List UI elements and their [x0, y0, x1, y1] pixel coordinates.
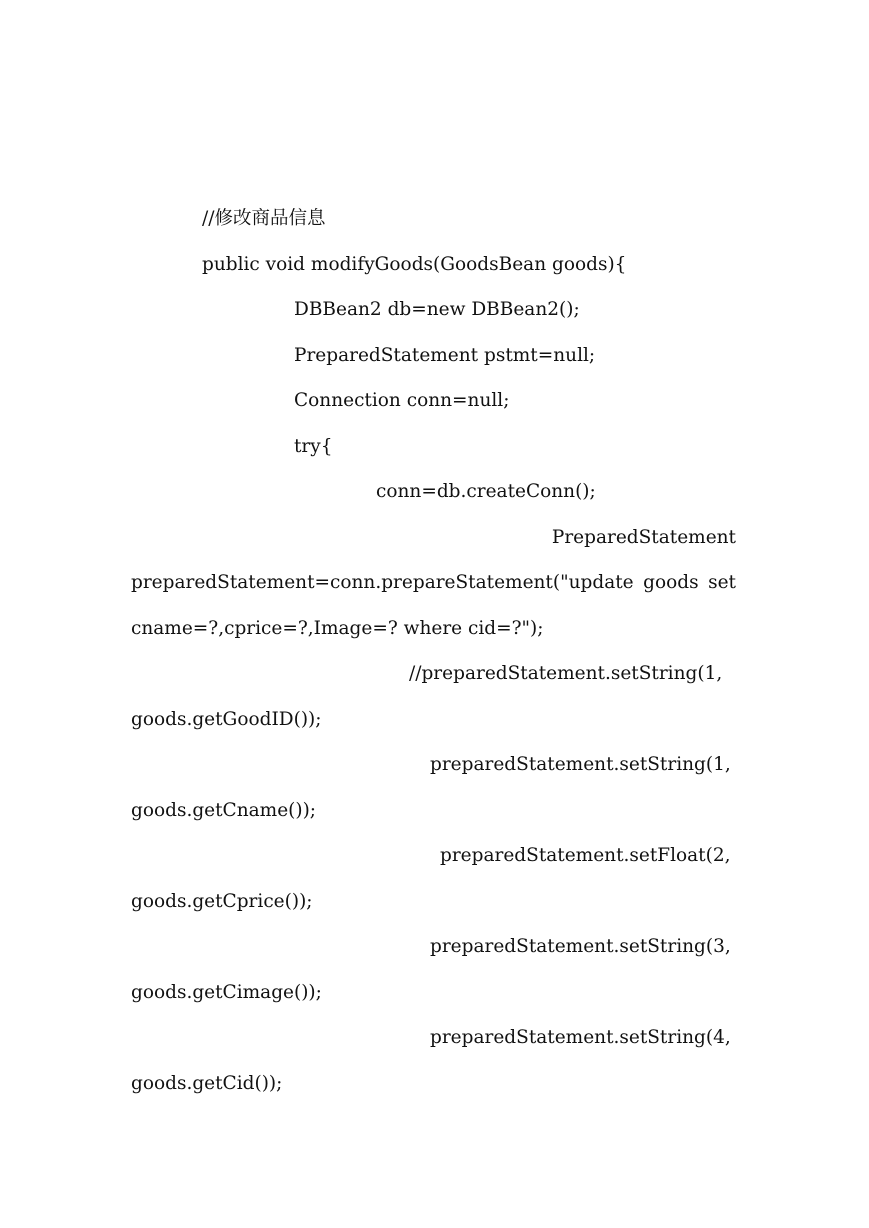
code-token: goods	[643, 572, 699, 593]
code-line: preparedStatement.setString(4,	[430, 1027, 731, 1048]
code-line: goods.getCname());	[131, 800, 317, 821]
code-line: DBBean2 db=new DBBean2();	[294, 299, 580, 320]
code-line: PreparedStatement	[551, 527, 736, 548]
code-line: cname=?,cprice=?,Image=? where cid=?");	[131, 618, 544, 639]
code-line: goods.getCid());	[131, 1073, 283, 1094]
code-line: goods.getCprice());	[131, 891, 313, 912]
code-line: conn=db.createConn();	[376, 481, 596, 502]
code-line: preparedStatement.setString(1,	[430, 754, 731, 775]
code-line: PreparedStatement pstmt=null;	[294, 345, 596, 366]
code-token: preparedStatement=conn.prepareStatement("update	[131, 572, 634, 593]
code-line-justified	[131, 571, 736, 595]
code-line: Connection conn=null;	[294, 390, 510, 411]
code-line: preparedStatement.setString(3,	[430, 936, 731, 957]
code-line: goods.getCimage());	[131, 982, 322, 1003]
code-line: try{	[294, 436, 333, 457]
code-line: goods.getGoodID());	[131, 709, 322, 730]
code-line: preparedStatement.setFloat(2,	[440, 845, 731, 866]
code-comment: //修改商品信息	[202, 208, 326, 229]
code-comment: //preparedStatement.setString(1,	[409, 663, 723, 684]
code-line: public void modifyGoods(GoodsBean goods){	[202, 254, 627, 275]
code-token: set	[708, 572, 736, 593]
